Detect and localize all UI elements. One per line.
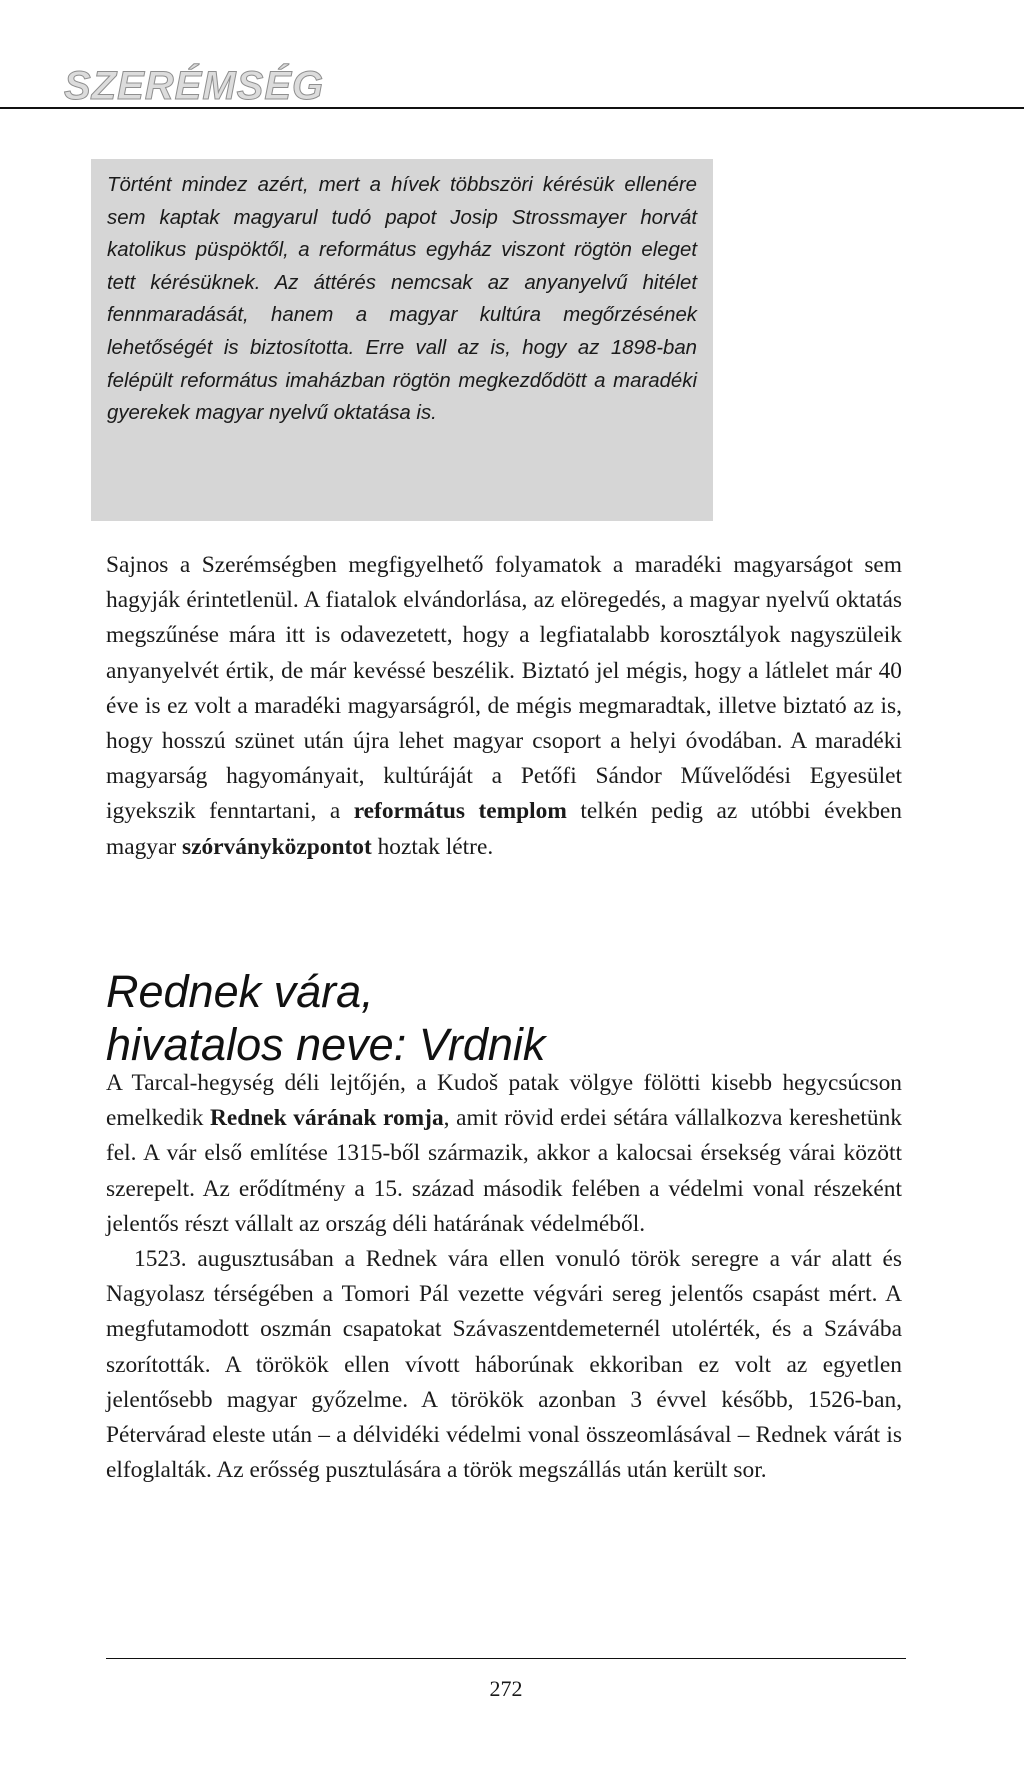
box-text: Történt mindez azért, mert a hívek többszöri kérésük ellenére sem kaptak magyarul tudó papot Josip Strossmayer horvát katolikus püspöktől, a református egyház viszont rögtön eleget tett kérésüknek. Az áttérés nemcsak az anyanyelvű hitélet fennmaradását, hanem a magyar kultúra megőrzésének lehetőségét is biztosította. Erre vall az is, hogy az 1898-ban felépült református imaházban rögtön megkezdődött a maradéki gyerekek magyar nyelvű oktatása is. bbox=[107, 174, 697, 425]
header-rule bbox=[0, 107, 1024, 109]
paragraph-2-text-a: A Tarcal-hegység déli lejtőjén, a Kudoš patak völgye fölötti kisebb hegycsúcson emelkedik bbox=[106, 1070, 902, 1132]
section-text bbox=[106, 1066, 902, 1488]
paragraph-1 bbox=[106, 548, 902, 865]
highlight-box bbox=[91, 159, 713, 521]
section-heading bbox=[106, 965, 902, 1071]
bold-term-szorvanykozpont: szórványközpontot bbox=[182, 833, 372, 860]
paragraph-1-text-a: Sajnos a Szerémségben megfigyelhető folyamatok a maradéki magyarságot sem hagyják érintetlenül. A fiatalok elvándorlása, az elöregedés, a magyar nyelvű oktatás megszűnése mára itt is odavezetett, hogy a legfiatalabb korosztályok nagyszüleik anyanyelvét értik, de már kevéssé beszélik. Biztató jel mégis, hogy a látlelet már 40 éve is ez volt a maradéki magyarságról, de mégis megmaradtak, illetve biztató az is, hogy hosszú szünet után újra lehet magyar csoport a helyi óvodában. A maradéki magyarság hagyományait, kultúráját a Petőfi Sándor Művelődési Egyesület igyekszik fenntartani, a bbox=[106, 552, 902, 825]
intro-text bbox=[106, 548, 902, 865]
paragraph-2 bbox=[106, 1066, 902, 1242]
footer-rule bbox=[106, 1658, 906, 1659]
running-head: SZERÉMSÉG bbox=[64, 64, 325, 108]
paragraph-3: 1523. augusztusában a Rednek vára ellen vonuló török seregre a vár alatt és Nagyolasz térségében a Tomori Pál vezette végvári sereg jelentős csapást mért. A megfutamodott oszmán csapatokat Szávaszentdemeternél utolérték, és a Szávába szorították. A törökök ellen vívott háborúnak ekkoriban ez volt az egyetlen jelentősebb magyar győzelme. A törökök azonban 3 évvel később, 1526-ban, Pétervárad eleste után – a délvidéki védelmi vonal összeomlásával – Rednek várát is elfoglalták. Az erősség pusztulására a török megszállás után került sor. bbox=[106, 1246, 902, 1484]
section-heading-line-1: Rednek vára, bbox=[106, 966, 374, 1017]
bold-term-rednek-romja: Rednek várának romja bbox=[210, 1105, 444, 1132]
bold-term-reformatus-templom: református templom bbox=[353, 798, 567, 825]
paragraph-1-text-b: telkén pedig az utóbbi években magyar bbox=[106, 798, 902, 860]
paragraph-1-text-c: hoztak létre. bbox=[371, 833, 494, 860]
section-heading-line-2: hivatalos neve: Vrdnik bbox=[106, 1019, 546, 1070]
page-number: 272 bbox=[489, 1676, 523, 1701]
paragraph-2-text-b: , amit rövid erdei sétára vállalkozva kereshetünk fel. A vár első említése 1315-ből származik, akkor a kalocsai érsekség várai között szerepelt. Az erődítmény a 15. század második felében a védelmi vonal részeként jelentős részt vállalt az ország déli határának védelméből. bbox=[106, 1105, 902, 1237]
